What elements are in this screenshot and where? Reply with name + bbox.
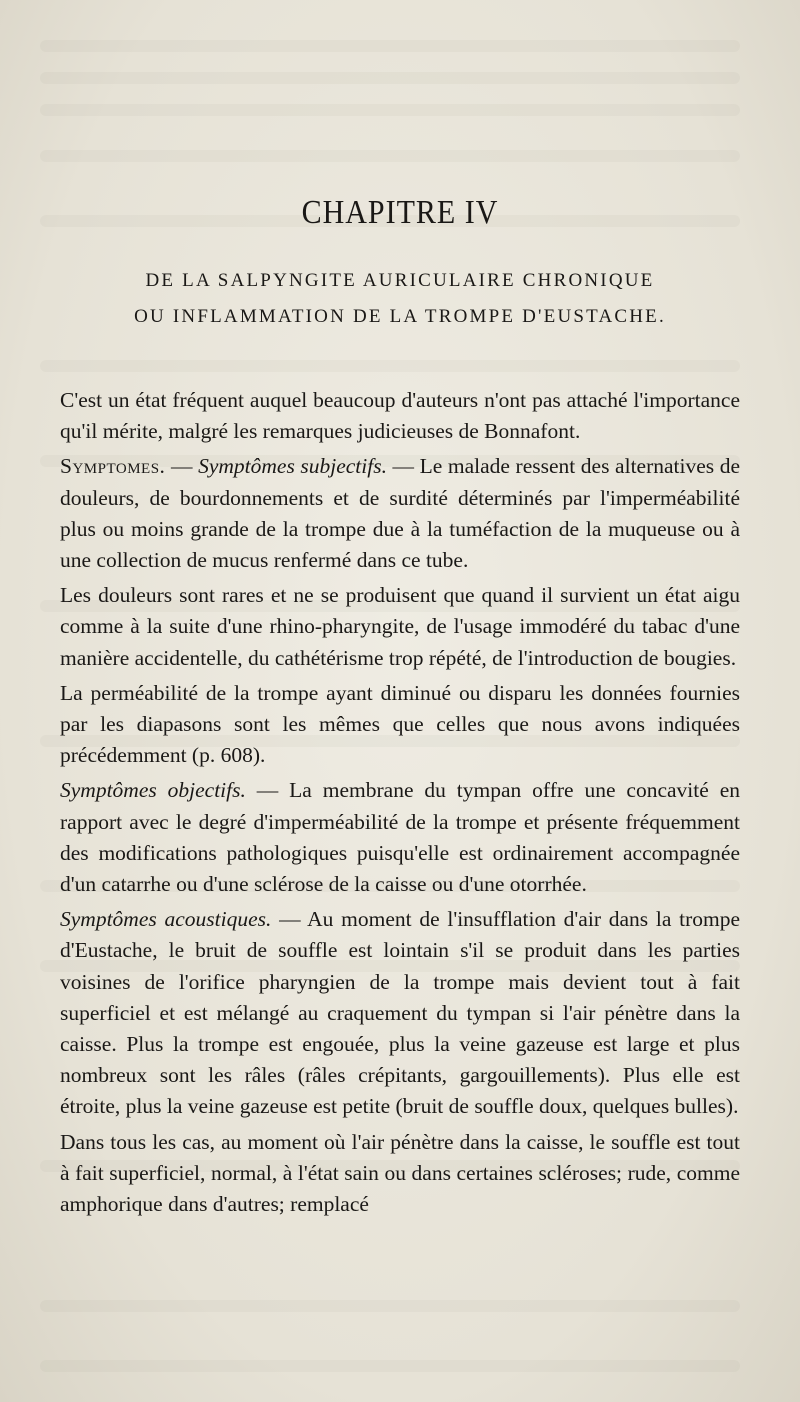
paragraph-5-text: — La membrane du tympan offre une concavité en rapport avec le degré d'imperméabilité de la trompe et présente fréquemment des modifications pathologiques puisqu'elle est ordinairement accompagnée d'un catarrhe ou d'une sclérose de la caisse ou d'une otorrhée.: [60, 778, 740, 897]
paragraph-1: C'est un état fréquent auquel beaucoup d'auteurs n'ont pas attaché l'importance qu'il mérite, malgré les remarques judicieuses de Bonnafont.: [60, 388, 740, 444]
paragraph-2: [60, 451, 740, 576]
subheading-acoustiques: Symptômes acoustiques.: [60, 907, 272, 932]
paragraph-6-text: — Au moment de l'insufflation d'air dans la trompe d'Eustache, le bruit de souffle est lointain s'il se produit dans les parties voisines de l'orifice pharyngien de la trompe mais devient tout à fait superficiel et est mélangé au craquement du tympan si l'air pénètre dans la caisse. Plus la trompe est engouée, plus la veine gazeuse est large et plus nombreux sont les râles (râles crépitants, gargouillements). Plus elle est étroite, plus la veine gazeuse est petite (bruit de souffle doux, quelques bulles).: [60, 907, 740, 1119]
subheading-objectifs: Symptômes objectifs.: [60, 778, 246, 803]
dash: —: [165, 454, 199, 479]
chapter-subtitle-line-1: DE LA SALPYNGITE AURICULAIRE CHRONIQUE: [145, 270, 655, 291]
paragraph-5: [60, 775, 740, 900]
paragraph-3: Les douleurs sont rares et ne se produisent que quand il survient un état aigu comme à la suite d'une rhino-pharyngite, de l'usage immodéré du tabac d'une manière accidentelle, du cathétérisme trop répété, de l'introduction de bougies.: [60, 583, 740, 670]
chapter-title: CHAPITRE IV: [301, 193, 499, 231]
paragraph-7: Dans tous les cas, au moment où l'air pénètre dans la caisse, le souffle est tout à fait superficiel, normal, à l'état sain ou dans certaines scléroses; rude, comme amphorique dans d'autres; remplacé: [60, 1129, 740, 1217]
body-text: [60, 385, 740, 1220]
subheading-subjectifs: Symptômes subjectifs.: [198, 454, 387, 479]
chapter-subtitle-line-2: OU INFLAMMATION DE LA TROMPE D'EUSTACHE.: [134, 306, 666, 327]
paragraph-4: La perméabilité de la trompe ayant diminué ou disparu les données fournies par les diapasons sont les mêmes que celles que nous avons indiquées précédemment (p. 608).: [60, 680, 740, 768]
paragraph-6: [60, 904, 740, 1122]
paragraph-2-text: — Le malade ressent des alternatives de douleurs, de bourdonnements et de surdité déterminés par l'imperméabilité plus ou moins grande de la trompe due à la tuméfaction de la muqueuse ou à une collection de mucus renfermé dans ce tube.: [60, 454, 741, 573]
section-heading-symptomes: Symptomes.: [60, 454, 166, 479]
